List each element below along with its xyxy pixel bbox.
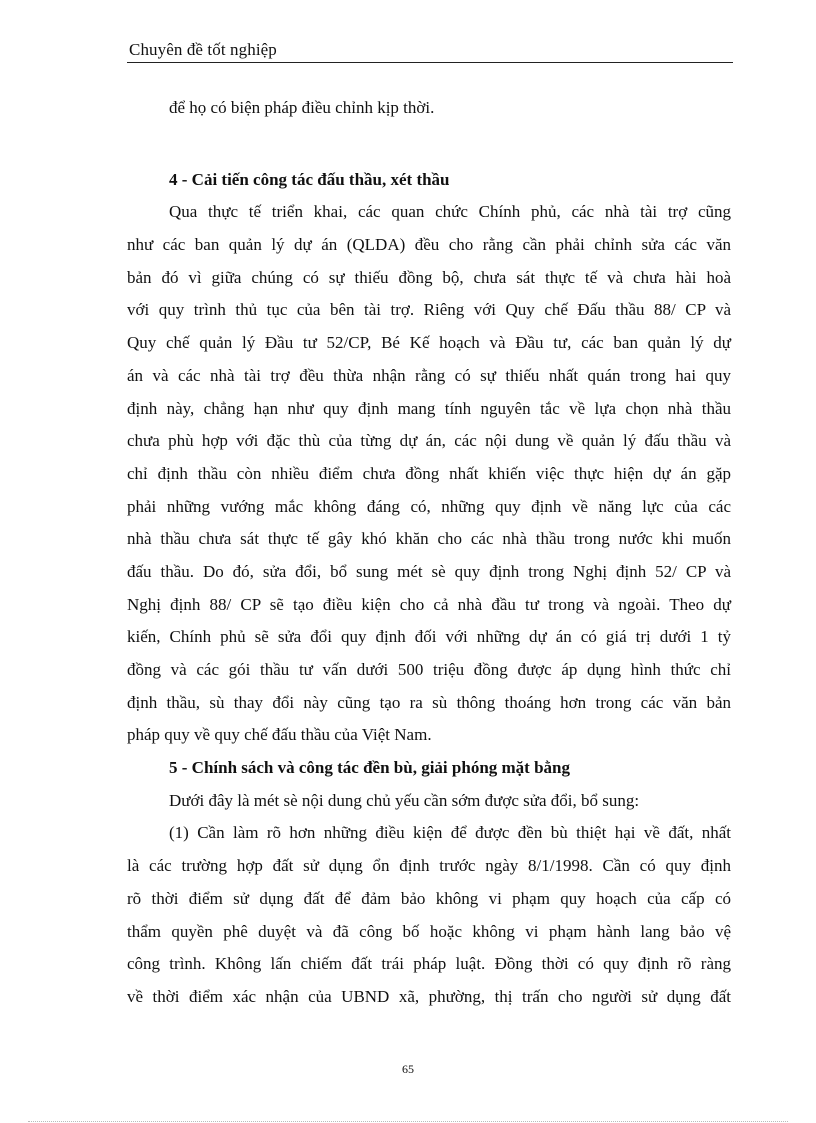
paragraph-line: định thầu, sù thay đổi này cũng tạo ra sù thông thoáng hơn trong các văn bản [127, 692, 731, 712]
paragraph-line: kiến, Chính phủ sẽ sửa đổi quy định đối với những dự án có giá trị dưới 1 tỷ [127, 627, 731, 647]
section-4-heading: 4 - Cải tiến công tác đấu thầu, xét thầu [169, 169, 450, 189]
page-number: 65 [402, 1062, 414, 1076]
paragraph-line: Qua thực tế triển khai, các quan chức Chính phủ, các nhà tài trợ cũng [169, 202, 731, 222]
paragraph-line: thẩm quyền phê duyệt và đã công bố hoặc không vi phạm hành lang bảo vệ [127, 921, 731, 941]
page-header [127, 38, 733, 63]
spacer [127, 125, 731, 164]
paragraph-line: án và các nhà tài trợ đều thừa nhận rằng có sự thiếu nhất quán trong hai quy [127, 365, 731, 385]
paragraph-line: bản đó vì giữa chúng có sự thiếu đồng bộ, chưa sát thực tế và chưa hài hoà [127, 267, 731, 287]
paragraph-line: về thời điểm xác nhận của UBND xã, phường, thị trấn cho người sử dụng đất [127, 986, 731, 1006]
paragraph-line: Quy chế quản lý Đầu tư 52/CP, Bé Kế hoạch và Đầu tư, các ban quản lý dự [127, 333, 731, 353]
section-5-heading: 5 - Chính sách và công tác đền bù, giải phóng mặt bằng [169, 758, 571, 778]
paragraph-line: Nghị định 88/ CP sẽ tạo điều kiện cho cả nhà đầu tư trong và ngoài. Theo dự [127, 594, 731, 614]
paragraph-line: đồng và các gói thầu tư vấn dưới 500 triệu đồng được áp dụng hình thức chỉ [127, 660, 731, 679]
page-body [127, 92, 731, 1014]
paragraph-line: định này, chẳng hạn như quy định mang tính nguyên tắc về lựa chọn nhà thầu [127, 398, 731, 418]
paragraph-line: với quy trình thủ tục của bên tài trợ. Riêng với Quy chế Đấu thầu 88/ CP và [127, 300, 731, 320]
page-bottom-divider [28, 1121, 788, 1122]
paragraph-line: Dưới đây là mét sè nội dung chủ yếu cần sớm được sửa đổi, bổ sung: [169, 790, 640, 810]
paragraph-line: công trình. Không lấn chiếm đất trái pháp luật. Đồng thời có quy định rõ ràng [127, 954, 731, 974]
paragraph-line: là các trường hợp đất sử dụng ổn định trước ngày 8/1/1998. Cần có quy định [127, 856, 731, 876]
paragraph-line: chưa phù hợp với đặc thù của từng dự án, các nội dung về quản lý đấu thầu và [127, 431, 731, 451]
paragraph-line: nhà thầu chưa sát thực tế gây khó khăn cho các nhà thầu trong nước khi muốn [127, 529, 731, 549]
paragraph-line: chỉ định thầu còn nhiều điểm chưa đồng nhất khiến việc thực hiện dự án gặp [127, 463, 731, 483]
paragraph-line: phải những vướng mắc không đáng có, những quy định về năng lực của các [127, 496, 731, 516]
paragraph-line: như các ban quản lý dự án (QLDA) đều cho rằng cần phải chỉnh sửa các văn [127, 235, 731, 255]
header-title: Chuyên đề tốt nghiệp [129, 40, 277, 59]
paragraph-line: (1) Cần làm rõ hơn những điều kiện để được đền bù thiệt hại về đất, nhất [169, 823, 731, 843]
paragraph-line: rõ thời điểm sử dụng đất để đảm bảo không vi phạm quy hoạch của cấp có [127, 888, 731, 908]
paragraph-line: để họ có biện pháp điều chỉnh kịp thời. [169, 98, 435, 117]
paragraph-line: pháp quy về quy chế đấu thầu của Việt Nam. [127, 725, 432, 745]
paragraph-line: đấu thầu. Do đó, sửa đổi, bổ sung mét sè quy định trong Nghị định 52/ CP và [127, 561, 731, 581]
